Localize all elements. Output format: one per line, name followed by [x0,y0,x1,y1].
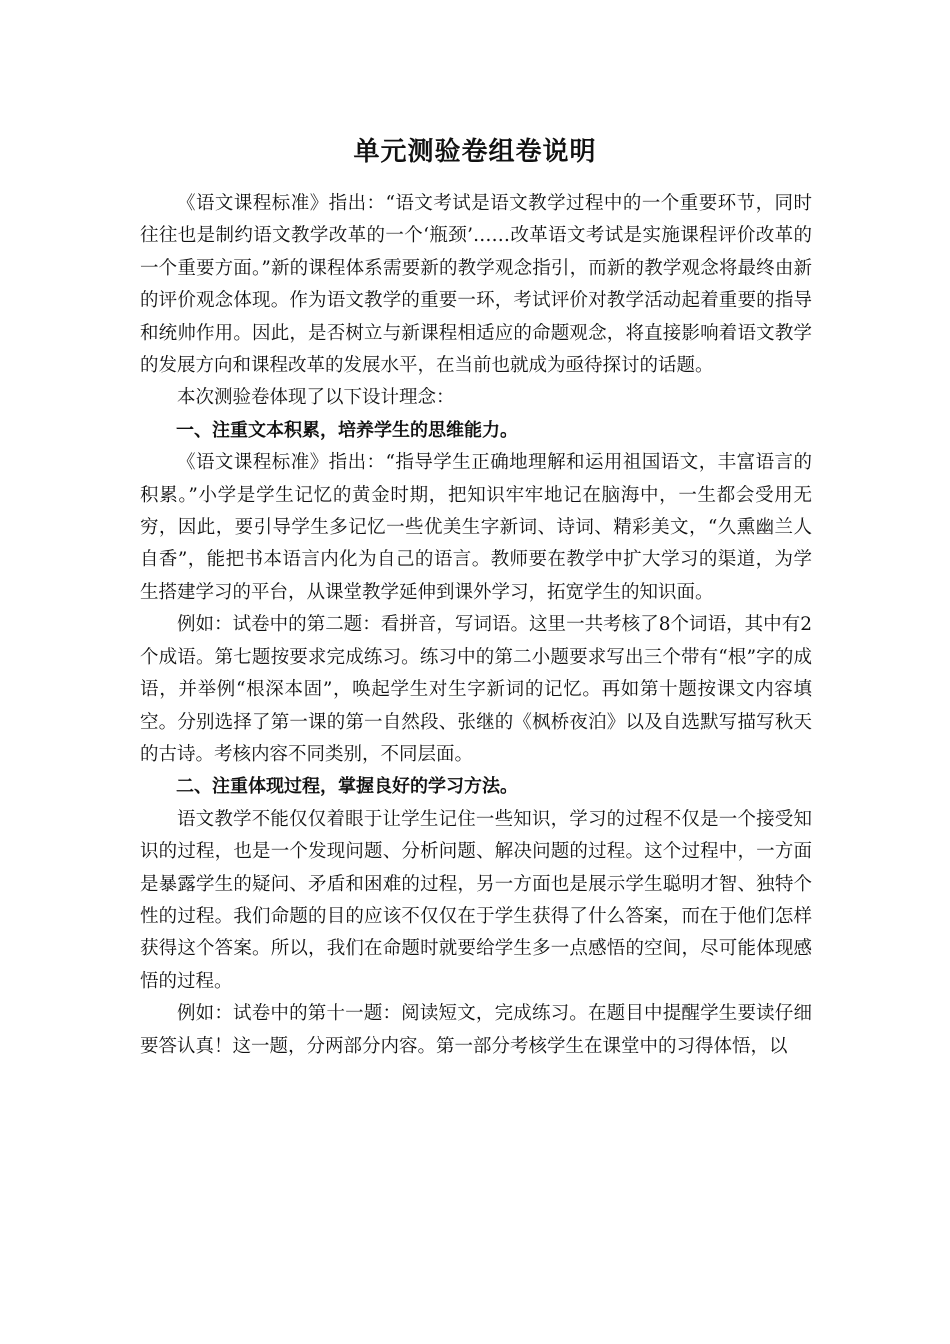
document-body [140,188,812,1063]
section-1-example-paragraph: 例如：试卷中的第二题：看拼音，写词语。这里一共考核了8个词语，其中有2个成语。第七题按要求完成练习。练习中的第二小题要求写出三个带有“根”字的成语，并举例“根深本固”，唤起学生对生字新词的记忆。再如第十题按课文内容填空。分别选择了第一课的第一自然段、张继的《枫桥夜泊》以及自选默写描写秋天的古诗。考核内容不同类别，不同层面。 [140,614,812,765]
design-intro-paragraph: 本次测验卷体现了以下设计理念： [177,387,455,409]
section-2-paragraph: 语文教学不能仅仅着眼于让学生记住一些知识，学习的过程不仅是一个接受知识的过程，也是一个发现问题、分析问题、解决问题的过程。这个过程中，一方面是暴露学生的疑问、矛盾和困难的过程，另一方面也是展示学生聪明才智、独特个性的过程。我们命题的目的应该不仅仅在于学生获得了什么答案，而在于他们怎样获得这个答案。所以，我们在命题时就要给学生多一点感悟的空间，尽可能体现感悟的过程。 [140,808,812,992]
document-title: 单元测验卷组卷说明 [353,137,597,167]
section-1-paragraph: 《语文课程标准》指出：“指导学生正确地理解和运用祖国语文，丰富语言的积累。”小学是学生记忆的黄金时期，把知识牢牢地记在脑海中，一生都会受用无穷，因此，要引导学生多记忆一些优美生字新词、诗词、精彩美文，“久熏幽兰人自香”，能把书本语言内化为自己的语言。教师要在教学中扩大学习的渠道，为学生搭建学习的平台，从课堂教学延伸到课外学习，拓宽学生的知识面。 [140,452,812,603]
section-2-example-paragraph: 例如：试卷中的第十一题：阅读短文，完成练习。在题目中提醒学生要读仔细要答认真！这一题，分两部分内容。第一部分考核学生在课堂中的习得体悟，以 [140,1003,812,1057]
intro-paragraph: 《语文课程标准》指出：“语文考试是语文教学过程中的一个重要环节，同时往往也是制约语文教学改革的一个‘瓶颈’……改革语文考试是实施课程评价改革的一个重要方面。”新的课程体系需要新的教学观念指引，而新的教学观念将最终由新的评价观念体现。作为语文教学的重要一环，考试评价对教学活动起着重要的指导和统帅作用。因此，是否树立与新课程相适应的命题观念，将直接影响着语文教学的发展方向和课程改革的发展水平，在当前也就成为亟待探讨的话题。 [140,193,812,377]
section-heading-2: 二、注重体现过程，掌握良好的学习方法。 [176,776,518,798]
section-heading-1: 一、注重文本积累，培养学生的思维能力。 [176,419,518,441]
